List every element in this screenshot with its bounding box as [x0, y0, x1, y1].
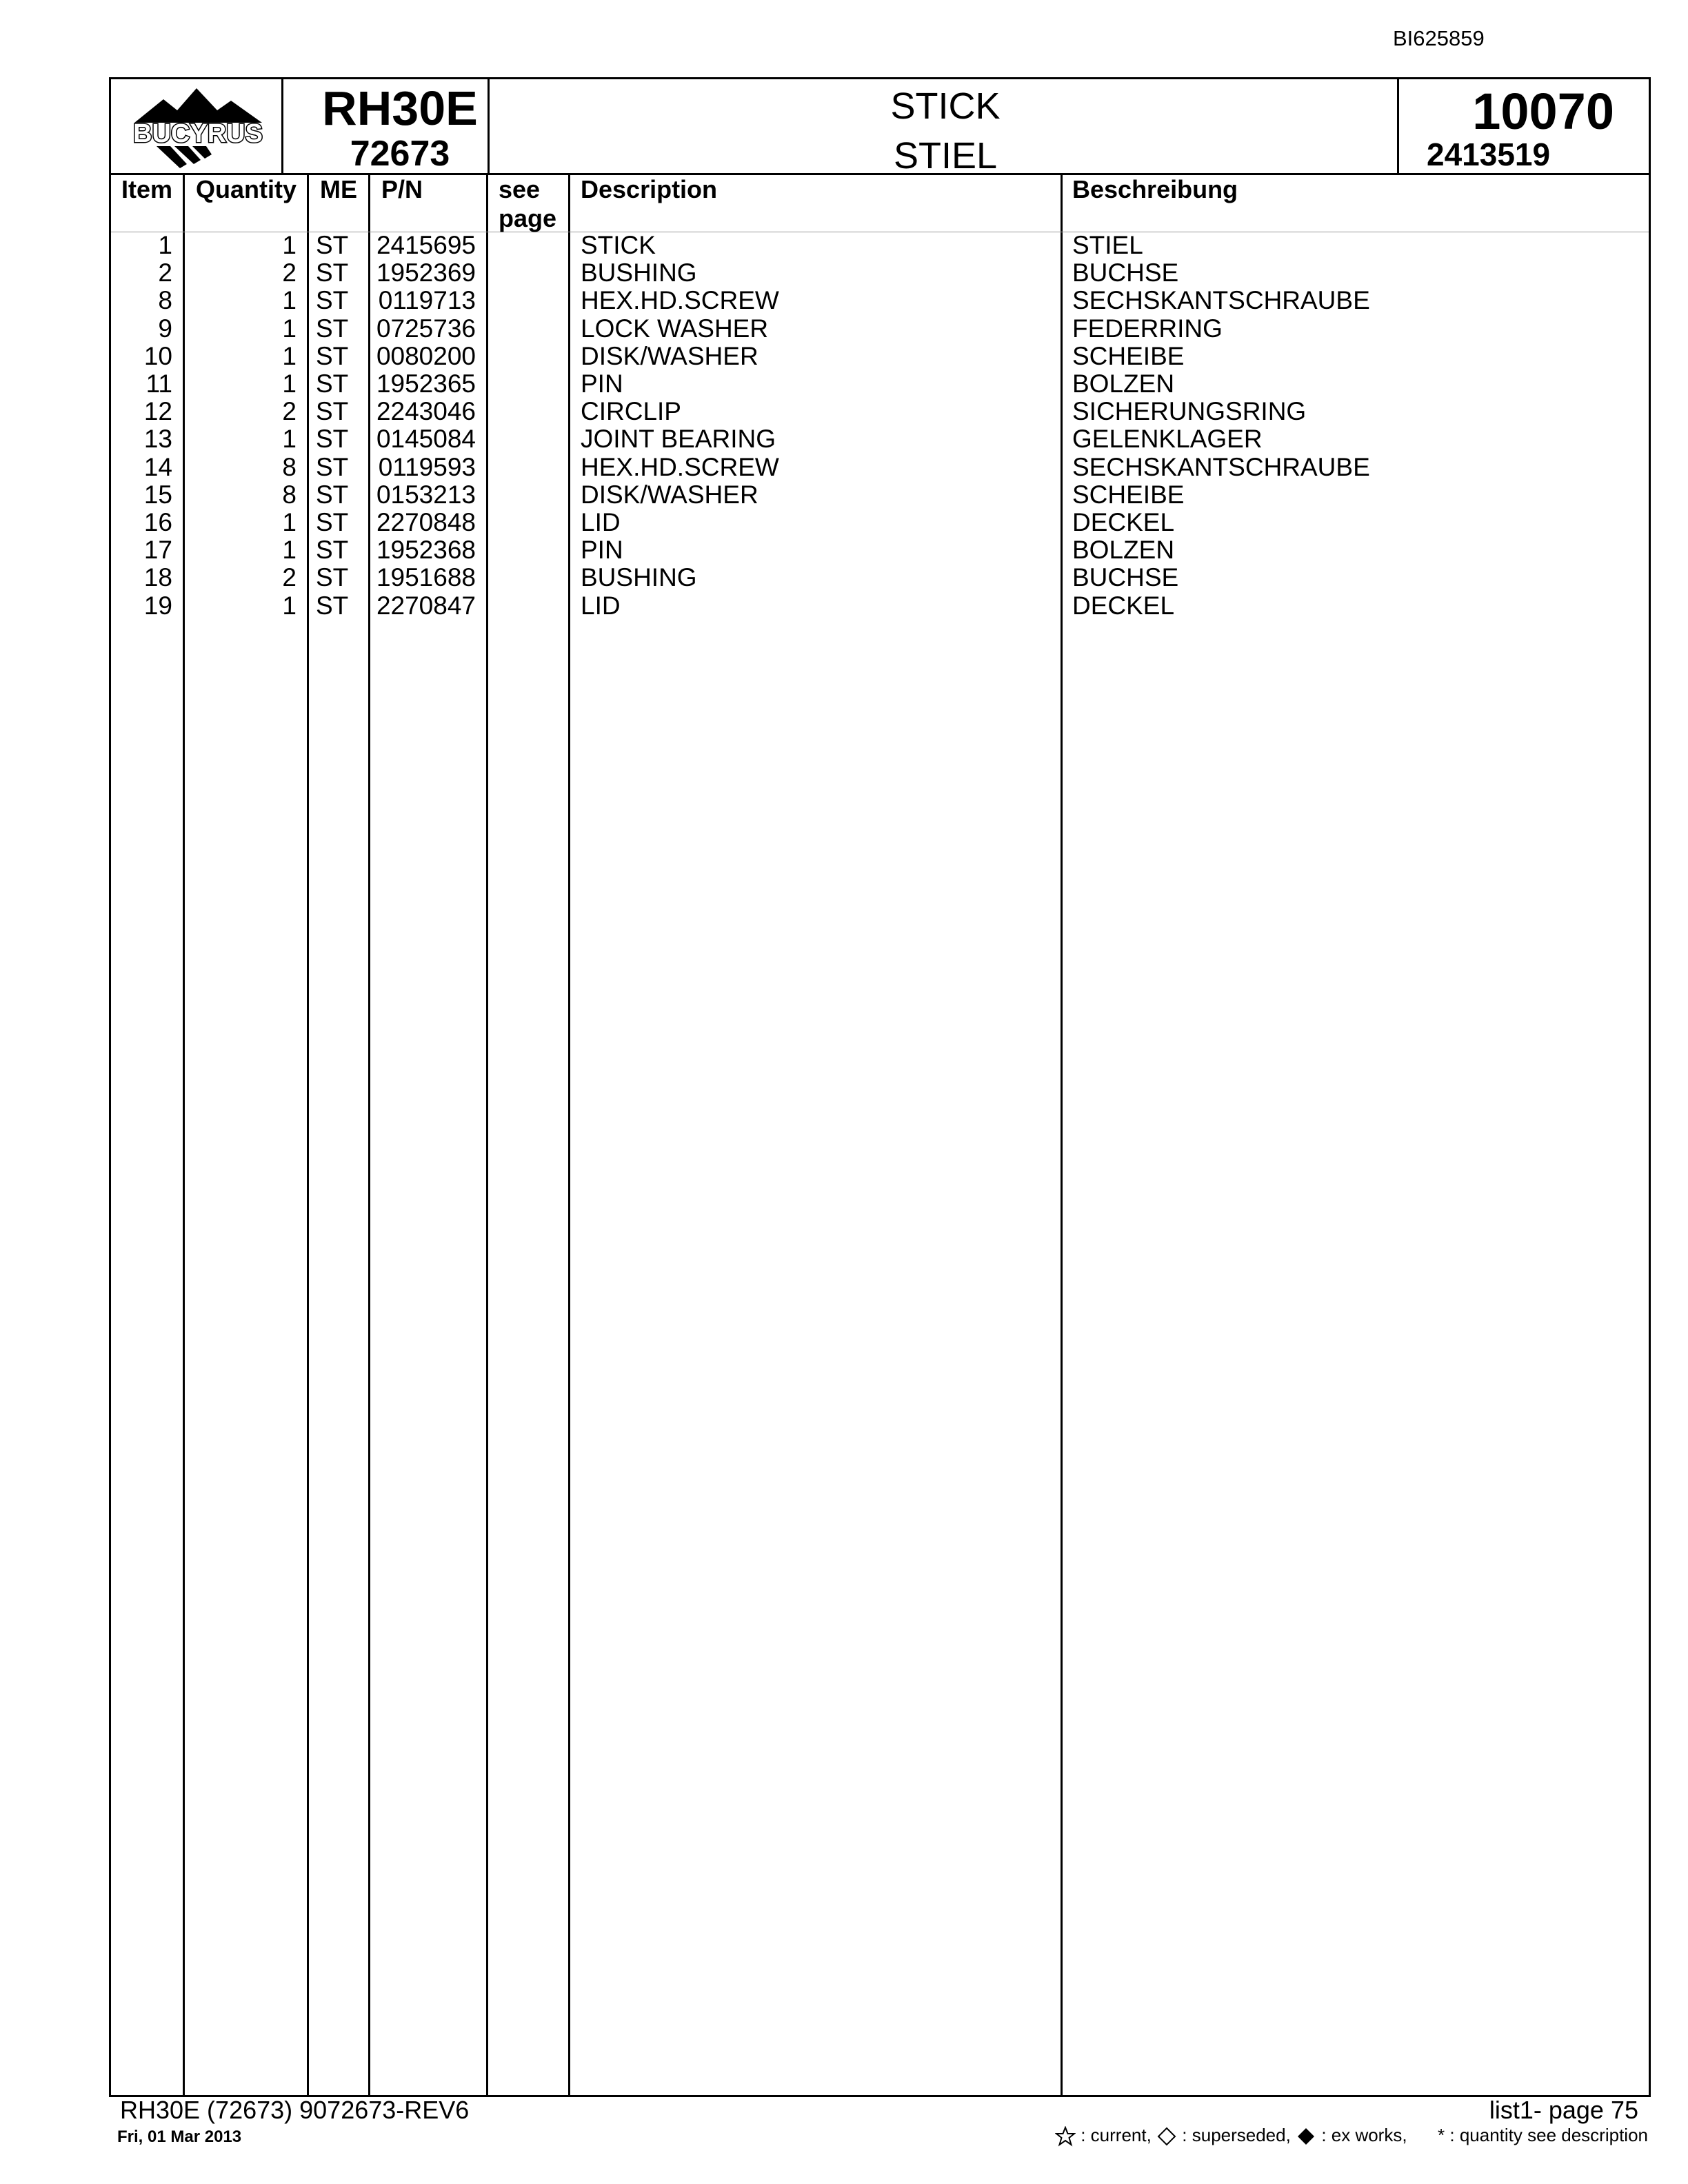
cell-me: ST — [316, 480, 349, 509]
group-number: 10070 — [1472, 83, 1614, 140]
cell-part-number: 1951688 — [376, 563, 476, 592]
cell-part-number: 2243046 — [376, 397, 476, 426]
column-divider — [1061, 174, 1063, 2097]
cell-part-number: 0119713 — [378, 286, 476, 315]
legend-quantity: * : quantity see description — [1438, 2125, 1648, 2145]
cell-beschreibung: SICHERUNGSRING — [1072, 397, 1307, 426]
legend-superseded: : superseded, — [1182, 2125, 1291, 2145]
logo-cell — [111, 79, 283, 173]
column-header-description: Description — [581, 175, 718, 203]
cell-quantity: 1 — [282, 536, 297, 565]
cell-description: DISK/WASHER — [581, 341, 758, 370]
cell-me: ST — [316, 370, 349, 398]
cell-item: 8 — [158, 286, 172, 315]
cell-part-number: 1952365 — [376, 370, 476, 398]
cell-part-number: 0119593 — [378, 452, 476, 481]
cell-item: 10 — [143, 341, 172, 370]
cell-description: LID — [581, 508, 621, 536]
cell-part-number: 0725736 — [376, 314, 476, 343]
title-block — [109, 77, 1651, 175]
cell-beschreibung: SCHEIBE — [1072, 480, 1185, 509]
title-english: STICK — [890, 85, 1001, 127]
cell-description: DISK/WASHER — [581, 480, 758, 509]
column-divider — [307, 174, 309, 2097]
diamond-outline-icon — [1156, 2126, 1177, 2147]
title-german: STIEL — [893, 135, 998, 176]
logo-wordmark: BUCYRUS — [133, 119, 263, 148]
cell-description: LID — [581, 591, 621, 620]
cell-quantity: 8 — [282, 452, 297, 481]
cell-part-number: 2270848 — [376, 508, 476, 536]
cell-description: BUSHING — [581, 259, 697, 287]
serial-number: 72673 — [350, 134, 450, 174]
cell-quantity: 2 — [282, 397, 297, 426]
cell-beschreibung: BOLZEN — [1072, 370, 1175, 398]
cell-me: ST — [316, 231, 349, 259]
cell-quantity: 1 — [282, 314, 297, 343]
cell-description: HEX.HD.SCREW — [581, 286, 779, 315]
cell-part-number: 2270847 — [376, 591, 476, 620]
cell-beschreibung: DECKEL — [1072, 508, 1175, 536]
cell-quantity: 1 — [282, 425, 297, 454]
cell-item: 1 — [158, 231, 172, 259]
footer-page-number: list1- page 75 — [1489, 2096, 1638, 2124]
legend-current: : current, — [1081, 2125, 1152, 2145]
diamond-filled-icon — [1296, 2126, 1316, 2147]
footer-date: Fri, 01 Mar 2013 — [117, 2127, 242, 2146]
drawing-number: 2413519 — [1427, 136, 1551, 172]
cell-quantity: 2 — [282, 563, 297, 592]
cell-part-number: 2415695 — [376, 231, 476, 259]
cell-me: ST — [316, 425, 349, 454]
column-divider — [568, 174, 570, 2097]
cell-quantity: 1 — [282, 370, 297, 398]
cell-quantity: 2 — [282, 259, 297, 287]
cell-part-number: 0153213 — [376, 480, 476, 509]
see-page-line2: page — [499, 204, 557, 232]
model-name: RH30E — [322, 81, 478, 135]
cell-item: 13 — [143, 425, 172, 454]
cell-beschreibung: SECHSKANTSCHRAUBE — [1072, 286, 1370, 315]
cell-item: 19 — [143, 591, 172, 620]
cell-item: 18 — [143, 563, 172, 592]
column-header-quantity: Quantity — [196, 175, 297, 203]
cell-description: JOINT BEARING — [581, 425, 776, 454]
document-id: BI625859 — [1393, 26, 1485, 50]
column-divider — [183, 174, 185, 2097]
cell-description: BUSHING — [581, 563, 697, 592]
cell-item: 16 — [143, 508, 172, 536]
cell-beschreibung: STIEL — [1072, 231, 1143, 259]
cell-quantity: 1 — [282, 341, 297, 370]
cell-item: 11 — [145, 370, 172, 398]
cell-description: LOCK WASHER — [581, 314, 769, 343]
cell-item: 15 — [143, 480, 172, 509]
star-icon — [1055, 2126, 1076, 2147]
cell-quantity: 8 — [282, 480, 297, 509]
cell-item: 9 — [158, 314, 172, 343]
cell-part-number: 0145084 — [376, 425, 476, 454]
column-header-pn: P/N — [381, 175, 423, 203]
cell-me: ST — [316, 286, 349, 315]
column-header-beschreibung: Beschreibung — [1072, 175, 1238, 203]
cell-beschreibung: DECKEL — [1072, 591, 1175, 620]
cell-me: ST — [316, 591, 349, 620]
column-header-me: ME — [320, 175, 357, 203]
cell-part-number: 0080200 — [376, 341, 476, 370]
cell-item: 2 — [158, 259, 172, 287]
see-page-line1: see — [499, 175, 541, 203]
cell-me: ST — [316, 341, 349, 370]
cell-beschreibung: BOLZEN — [1072, 536, 1175, 565]
cell-part-number: 1952369 — [376, 259, 476, 287]
cell-beschreibung: GELENKLAGER — [1072, 425, 1263, 454]
cell-quantity: 1 — [282, 508, 297, 536]
cell-item: 14 — [143, 452, 172, 481]
column-header-item: Item — [121, 175, 173, 203]
bucyrus-logo — [121, 83, 276, 171]
cell-item: 12 — [143, 397, 172, 426]
cell-description: CIRCLIP — [581, 397, 681, 426]
cell-description: HEX.HD.SCREW — [581, 452, 779, 481]
cell-beschreibung: BUCHSE — [1072, 259, 1179, 287]
column-header-see-page — [499, 175, 556, 233]
cell-description: STICK — [581, 231, 656, 259]
cell-beschreibung: BUCHSE — [1072, 563, 1179, 592]
cell-me: ST — [316, 259, 349, 287]
cell-beschreibung: SCHEIBE — [1072, 341, 1185, 370]
footer-legend — [1055, 2125, 1648, 2147]
column-divider — [368, 174, 370, 2097]
cell-part-number: 1952368 — [376, 536, 476, 565]
legend-ex-works: : ex works, — [1321, 2125, 1407, 2145]
cell-description: PIN — [581, 536, 623, 565]
cell-quantity: 1 — [282, 591, 297, 620]
cell-beschreibung: SECHSKANTSCHRAUBE — [1072, 452, 1370, 481]
cell-beschreibung: FEDERRING — [1072, 314, 1223, 343]
cell-me: ST — [316, 536, 349, 565]
cell-item: 17 — [143, 536, 172, 565]
cell-quantity: 1 — [282, 286, 297, 315]
column-divider — [486, 174, 488, 2097]
footer-document-ref: RH30E (72673) 9072673-REV6 — [120, 2096, 470, 2124]
cell-me: ST — [316, 314, 349, 343]
cell-me: ST — [316, 563, 349, 592]
cell-quantity: 1 — [282, 231, 297, 259]
cell-me: ST — [316, 508, 349, 536]
cell-description: PIN — [581, 370, 623, 398]
cell-me: ST — [316, 452, 349, 481]
cell-me: ST — [316, 397, 349, 426]
